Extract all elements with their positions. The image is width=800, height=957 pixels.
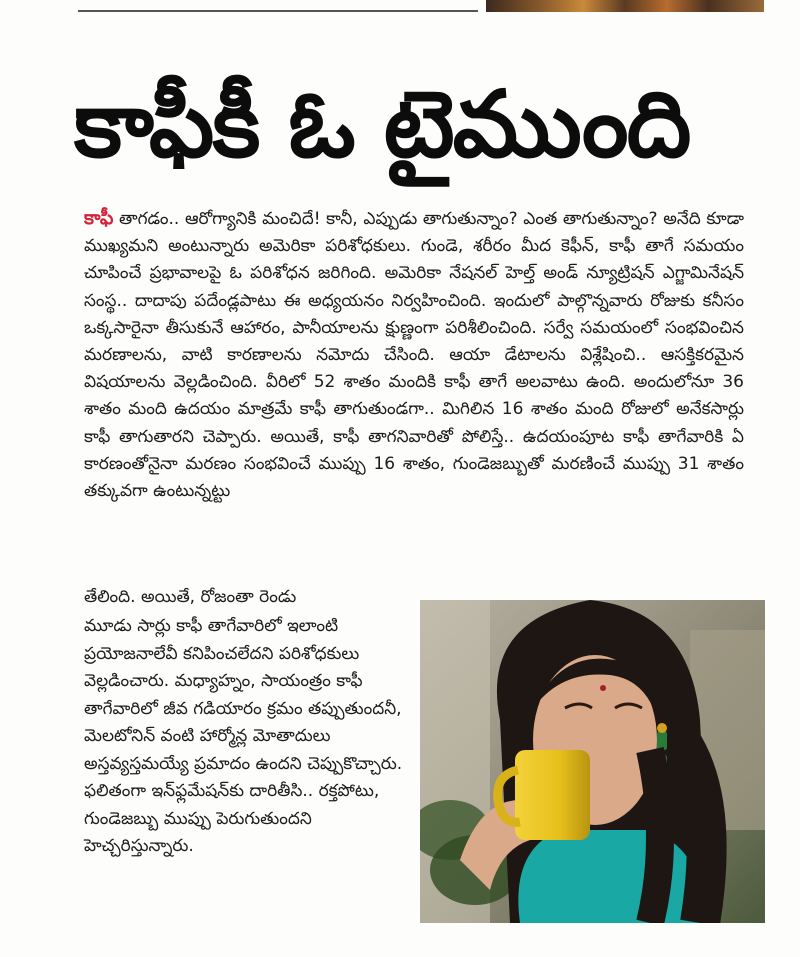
woman-with-coffee-mug-image: [420, 600, 765, 923]
article-column-text: మూడు సార్లు కాఫీ తాగేవారిలో ఇలాంటి ప్రయోజనాలేవీ కనిపించలేదని పరిశోధకులు వెల్లడించారు. మధ్యాహ్నం, సాయంత్రం కాఫీ తాగేవారిలో జీవ గడియారం క్రమం తప్పుతుందనీ, మెలటోనిన్ వంటి హార్మోన్ల మోతాదులు అస్తవ్యస్తమయ్యే ప్రమాదం ఉందని చెప్పుకొచ్చారు. ఫలితంగా ఇన్‌ఫ్లమేషన్‌కు దారితీసి.. రక్తపోటు, గుండెజబ్బు ముప్పు పెరుగుతుందని హెచ్చరిస్తున్నారు.: [84, 616, 403, 856]
article-column-line: తేలింది. అయితే, రోజంతా రెండు: [84, 587, 297, 607]
article-paragraph: తాగడం.. ఆరోగ్యానికి మంచిదే! కానీ, ఎప్పుడు తాగుతున్నాం? ఎంత తాగుతున్నాం? అనేది కూడా ముఖ్యమని అంటున్నారు అమెరికా పరిశోధకులు. గుండె, శరీరం మీద కెఫీన్, కాఫీ తాగే సమయం చూపించే ప్రభావాలపై ఓ పరిశోధన జరిగింది. అమెరికా నేషనల్ హెల్త్ అండ్ న్యూట్రిషన్ ఎగ్జామినేషన్ సంస్థ.. దాదాపు పదేండ్లపాటు ఈ అధ్యయనం నిర్వహించింది. ఇందులో పాల్గొన్నవారు రోజుకు కనీసం ఒక్కసారైనా తీసుకునే ఆహారం, పానీయాలను క్షుణ్ణంగా పరిశీలించింది. సర్వే సమయంలో సంభవించిన మరణాలను, వాటి కారణాలను నమోదు చేసింది. ఆయా డేటాలను విశ్లేషించి.. ఆసక్తికరమైన విషయాలను వెల్లడించింది. వీరిలో 52 శాతం మందికి కాఫీ తాగే అలవాటు ఉంది. అందులోనూ 36 శాతం మంది ఉదయం మాత్రమే కాఫీ తాగుతుండగా.. మిగిలిన 16 శాతం మంది రోజులో అనేకసార్లు కాఫీ తాగుతారని చెప్పారు. అయితే, కాఫీ తాగనివారితో పోలిస్తే.. ఉదయంపూట కాఫీ తాగేవారికి ఏ కారణంతోనైనా మరణం సంభవించే ముప్పు 16 శాతం, గుండెజబ్బుతో మరణించే ముప్పు 31 శాతం తక్కువగా ఉంటున్నట్టు: [84, 209, 744, 502]
article-photo: [420, 600, 765, 923]
article-body: [84, 205, 744, 505]
top-divider: [78, 10, 478, 12]
lead-word: కాఫీ: [84, 207, 114, 229]
previous-article-photo-edge: [486, 0, 764, 12]
headline: కాఫీకీ ఓ టైముంది: [74, 71, 690, 178]
